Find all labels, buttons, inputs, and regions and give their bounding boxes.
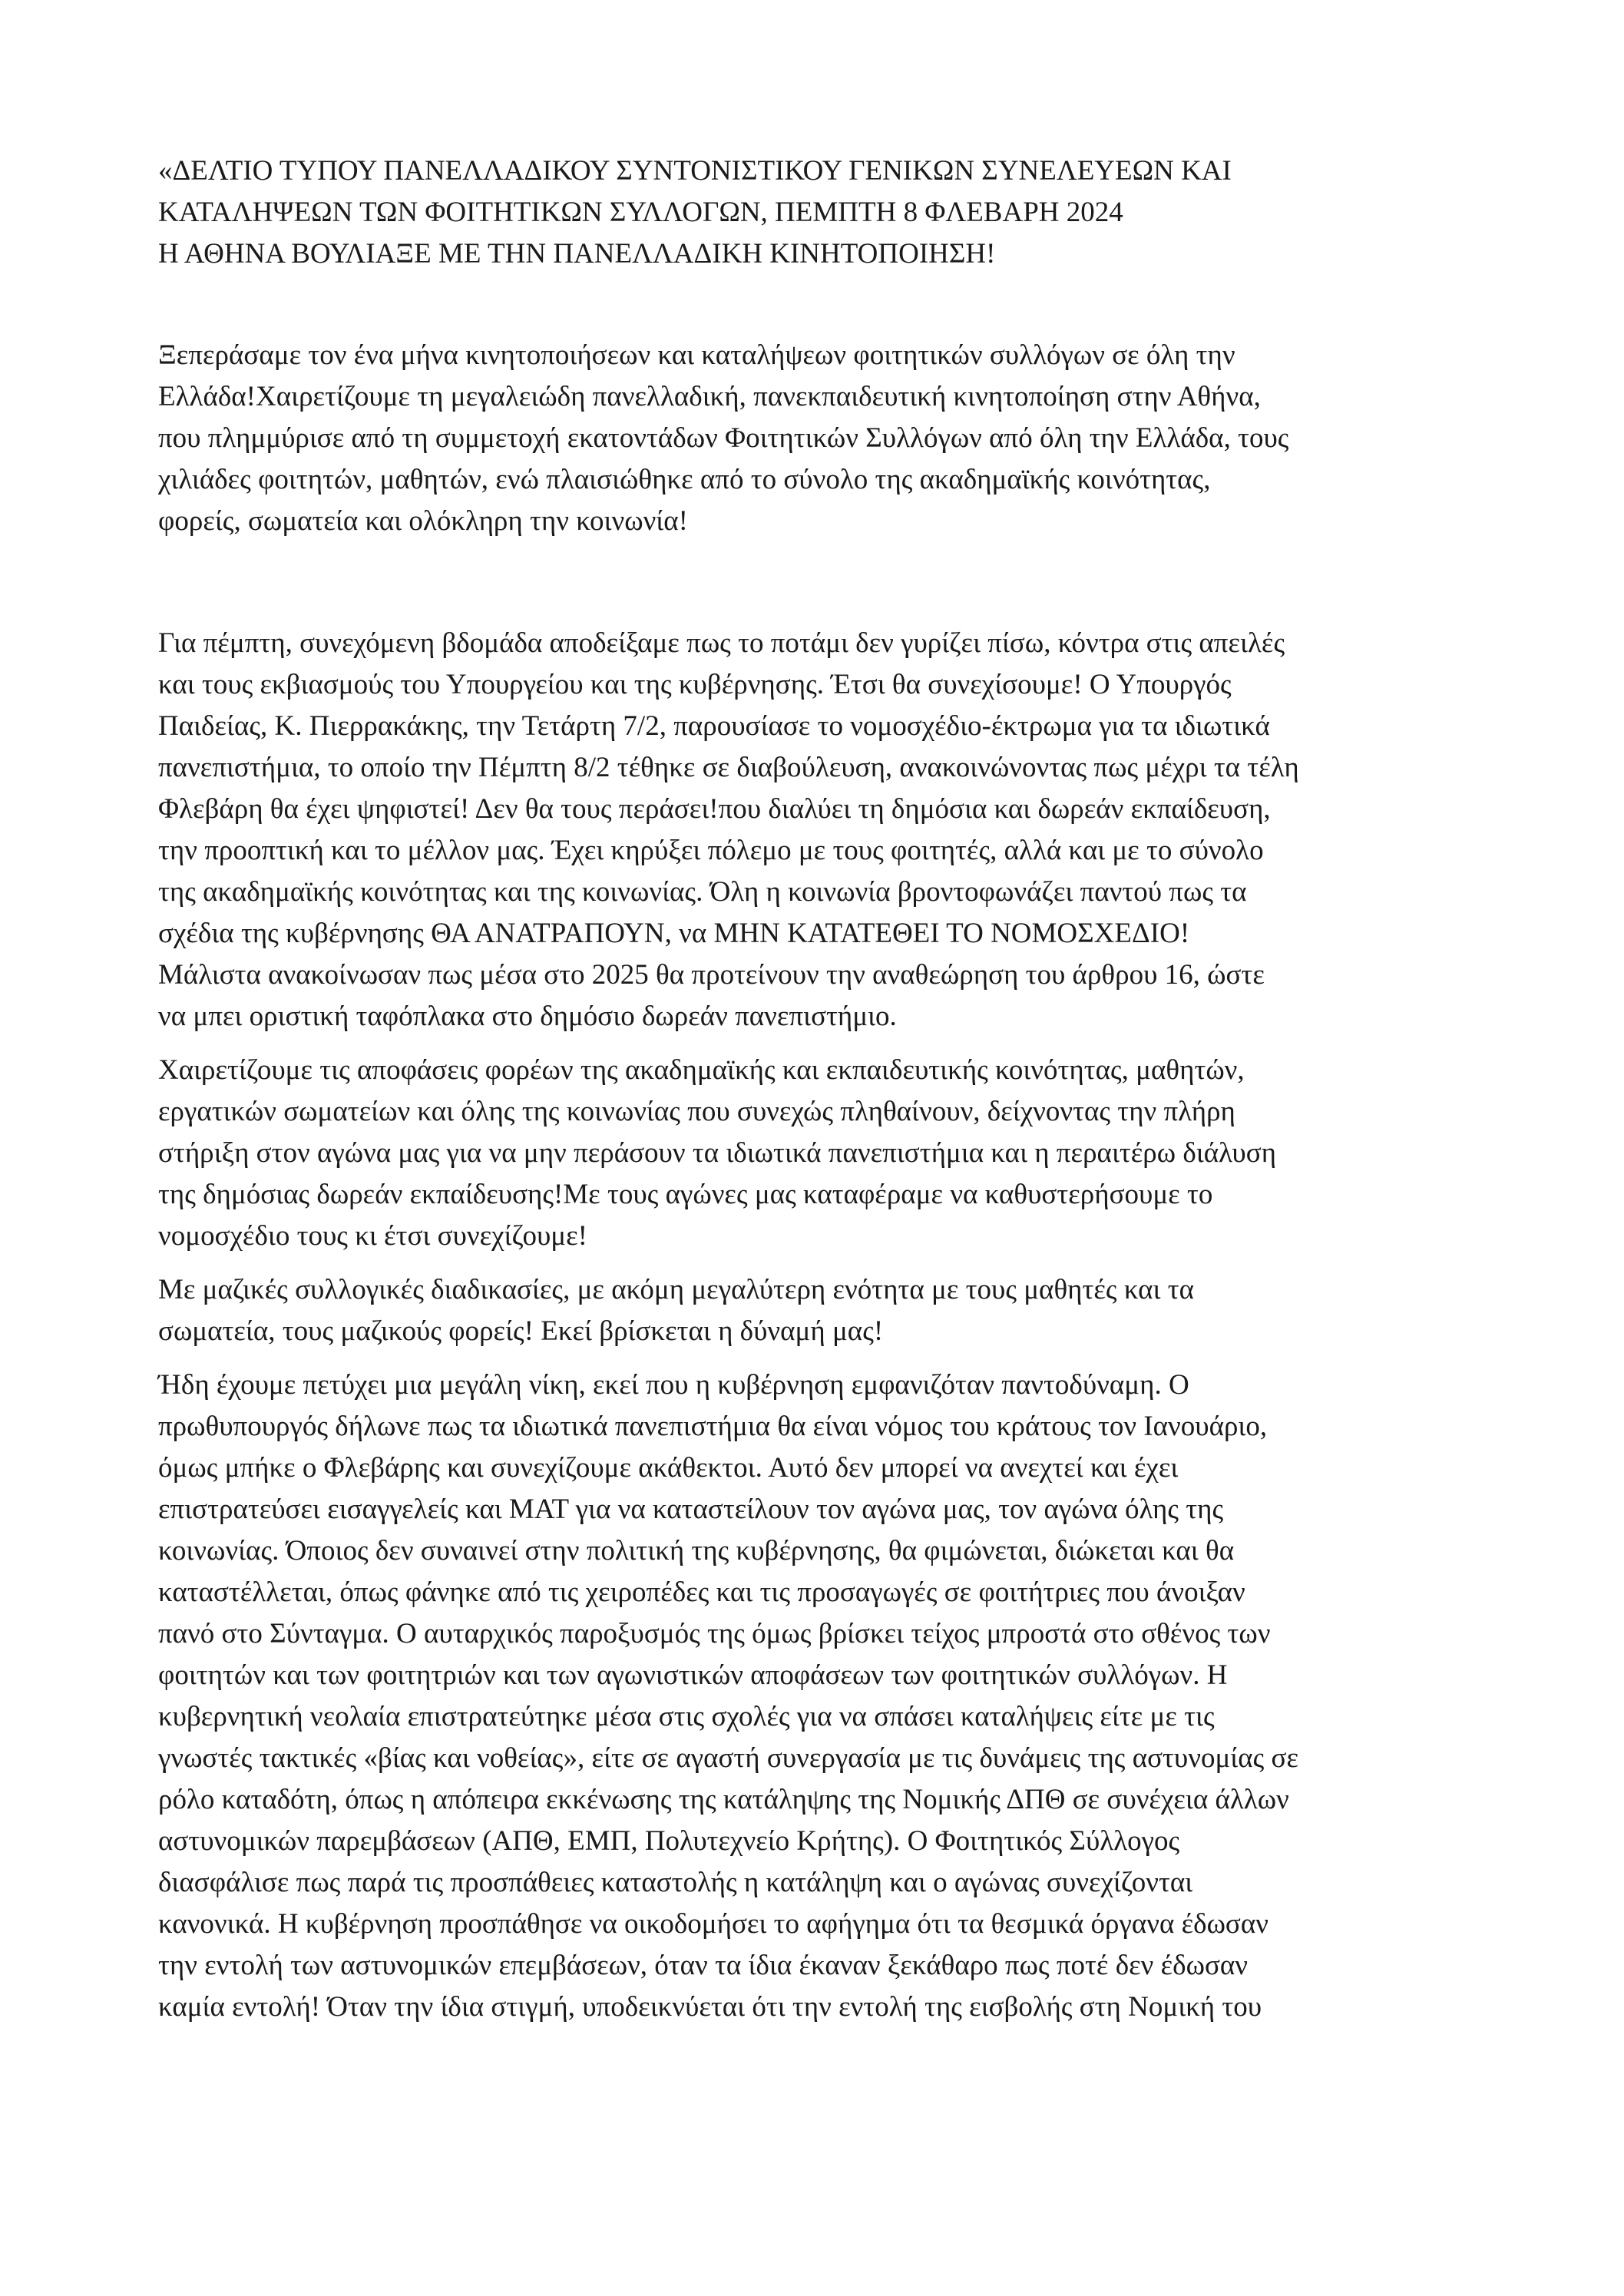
paragraph: Ξεπεράσαμε τον ένα μήνα κινητοποιήσεων και καταλήψεων φοιτητικών συλλόγων σε όλη την Ελλάδα!Χαιρετίζουμε τη μεγαλειώδη πανελλαδική, πανεκπαιδευτική κινητοποίηση στην Αθήνα, που πλημμύρισε από τη συμμετοχή εκατοντάδων Φοιτητικών Συλλόγων από όλη την Ελλάδα, τους χιλιάδες φοιτητών, μαθητών, ενώ πλαισιώθηκε από το σύνολο της ακαδημαϊκής κοινότητας, φορείς, σωματεία και ολόκληρη την κοινωνία! (158, 339, 1289, 537)
press-release-document (158, 151, 1494, 2028)
paragraph: Ήδη έχουμε πετύχει μια μεγάλη νίκη, εκεί που η κυβέρνηση εμφανιζόταν παντοδύναμη. Ο πρωθυπουργός δήλωνε πως τα ιδιωτικά πανεπιστήμια θα είναι νόμος του κράτους τον Ιανουάριο, όμως μπήκε ο Φλεβάρης και συνεχίζουμε ακάθεκτοι. Αυτό δεν μπορεί να ανεχτεί και έχει επιστρατεύσει εισαγγελείς και ΜΑΤ για να καταστείλουν τον αγώνα μας, τον αγώνα όλης της κοινωνίας. Όποιος δεν συναινεί στην πολιτική της κυβέρνησης, θα φιμώνεται, διώκεται και θα καταστέλλεται, όπως φάνηκε από τις χειροπέδες και τις προσαγωγές σε φοιτήτριες που άνοιξαν πανό στο Σύνταγμα. Ο αυταρχικός παροξυσμός της όμως βρίσκει τείχος μπροστά στο σθένος των φοιτητών και των φοιτητριών και των αγωνιστικών αποφάσεων των φοιτητικών συλλόγων. Η κυβερνητική νεολαία επιστρατεύτηκε μέσα στις σχολές για να σπάσει καταλήψεις είτε με τις γνωστές τακτικές «βίας και νοθείας», είτε σε αγαστή συνεργασία με τις δυνάμεις της αστυνομίας σε ρόλο καταδότη, όπως η απόπειρα εκκένωσης της κατάληψης της Νομικής ΔΠΘ σε συνέχεια άλλων αστυνομικών παρεμβάσεων (ΑΠΘ, ΕΜΠ, Πολυτεχνείο Κρήτης). Ο Φοιτητικός Σύλλογος διασφάλισε πως παρά τις προσπάθειες καταστολής η κατάληψη και ο αγώνας συνεχίζονται κανονικά. Η κυβέρνηση προσπάθησε να οικοδομήσει το αφήγημα ότι τα θεσμικά όργανα έδωσαν την εντολή των αστυνομικών επεμβάσεων, όταν τα ίδια έκαναν ξεκάθαρο πως ποτέ δεν έδωσαν καμία εντολή! Όταν την ίδια στιγμή, υποδεικνύεται ότι την εντολή της εισβολής στη Νομική του (158, 1369, 1299, 2023)
title-line: Η ΑΘΗΝΑ ΒΟΥΛΙΑΞΕ ΜΕ ΤΗΝ ΠΑΝΕΛΛΑΔΙΚΗ ΚΙΝΗΤΟΠΟΙΗΣΗ! (158, 238, 996, 270)
paragraph: Με μαζικές συλλογικές διαδικασίες, με ακόμη μεγαλύτερη ενότητα με τους μαθητές και τα σωματεία, τους μαζικούς φορείς! Εκεί βρίσκεται η δύναμή μας! (158, 1274, 1194, 1347)
paragraph: Για πέμπτη, συνεχόμενη βδομάδα αποδείξαμε πως το ποτάμι δεν γυρίζει πίσω, κόντρα στις απειλές και τους εκβιασμούς του Υπουργείου και της κυβέρνησης. Έτσι θα συνεχίσουμε! Ο Υπουργός Παιδείας, Κ. Πιερρακάκης, την Τετάρτη 7/2, παρουσίασε το νομοσχέδιο-έκτρωμα για τα ιδιωτικά πανεπιστήμια, το οποίο την Πέμπτη 8/2 τέθηκε σε διαβούλευση, ανακοινώνοντας πως μέχρι τα τέλη Φλεβάρη θα έχει ψηφιστεί! Δεν θα τους περάσει!που διαλύει τη δημόσια και δωρεάν εκπαίδευση, την προοπτική και το μέλλον μας. Έχει κηρύξει πόλεμο με τους φοιτητές, αλλά και με το σύνολο της ακαδημαϊκής κοινότητας και της κοινωνίας. Όλη η κοινωνία βροντοφωνάζει παντού πως τα σχέδια της κυβέρνησης ΘΑ ΑΝΑΤΡΑΠΟΥΝ, να ΜΗΝ ΚΑΤΑΤΕΘΕΙ ΤΟ ΝΟΜΟΣΧΕΔΙΟ! Μάλιστα ανακοίνωσαν πως μέσα στο 2025 θα προτείνουν την αναθεώρηση του άρθρου 16, ώστε να μπει οριστική ταφόπλακα στο δημόσιο δωρεάν πανεπιστήμιο. (158, 627, 1299, 1032)
title-line: ΚΑΤΑΛΗΨΕΩΝ ΤΩΝ ΦΟΙΤΗΤΙΚΩΝ ΣΥΛΛΟΓΩΝ, ΠΕΜΠΤΗ 8 ΦΛΕΒΑΡΗ 2024 (158, 197, 1123, 228)
title-line: «ΔΕΛΤΙΟ ΤΥΠΟΥ ΠΑΝΕΛΛΑΔΙΚΟΥ ΣΥΝΤΟΝΙΣΤΙΚΟΥ ΓΕΝΙΚΩΝ ΣΥΝΕΛΕΥΕΩΝ ΚΑΙ (158, 155, 1232, 187)
press-release-title (158, 151, 1494, 275)
paragraph: Χαιρετίζουμε τις αποφάσεις φορέων της ακαδημαϊκής και εκπαιδευτικής κοινότητας, μαθητών, εργατικών σωματείων και όλης της κοινωνίας που συνεχώς πληθαίνουν, δείχνοντας την πλήρη στήριξη στον αγώνα μας για να μην περάσουν τα ιδιωτικά πανεπιστήμια και η περαιτέρω διάλυση της δημόσιας δωρεάν εκπαίδευσης!Με τους αγώνες μας καταφέραμε να καθυστερήσουμε το νομοσχέδιο τους κι έτσι συνεχίζουμε! (158, 1054, 1277, 1252)
